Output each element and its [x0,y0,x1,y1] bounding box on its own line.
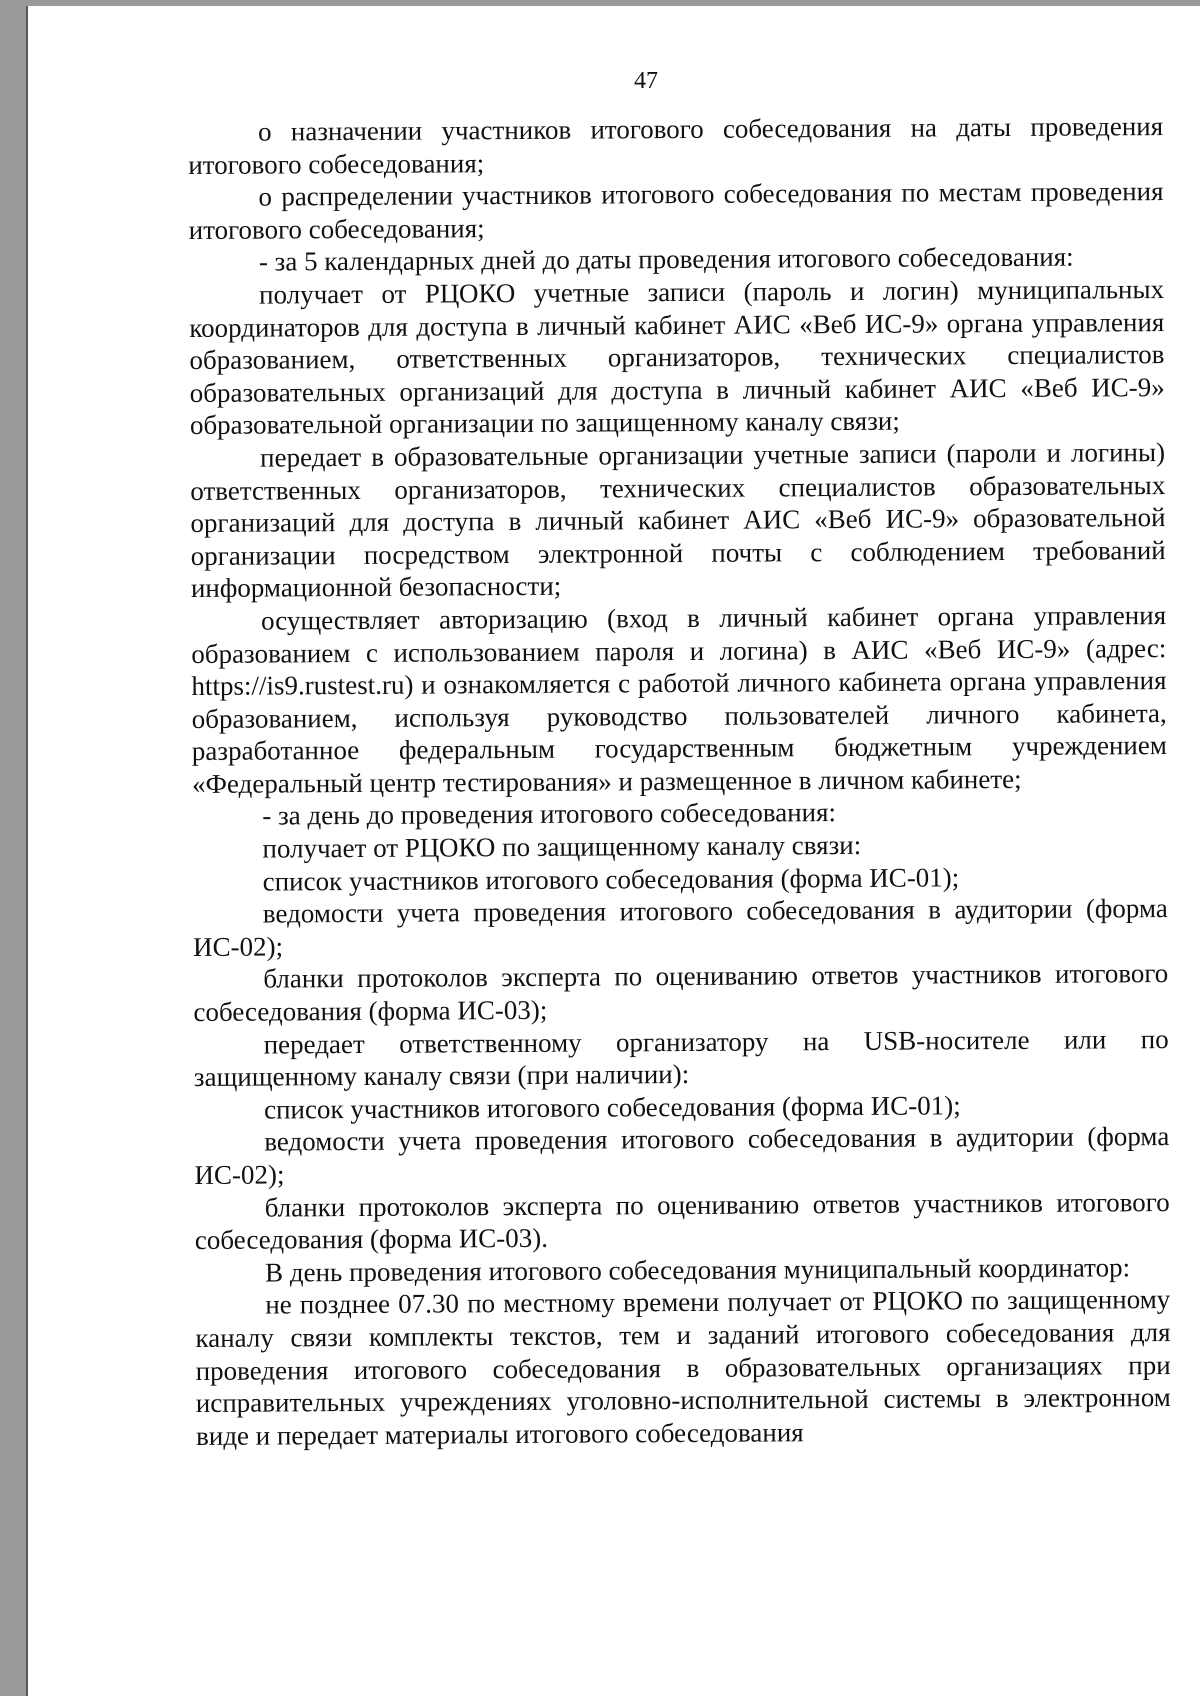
document-page [28,6,1200,1696]
paragraph: бланки протоколов эксперта по оцениванию ответов участников итогового собеседования (форма ИС-03); [193,958,1169,1028]
paragraph: ведомости учета проведения итогового собеседования в аудитории (форма ИС-02); [192,893,1168,962]
paragraph: не позднее 07.30 по местному времени получает от РЦОКО по защищенному каналу связи комплекты текстов, тем и заданий итогового собеседования для проведения итогового собеседования в образовательных организациях при исправительных учреждениях уголовно-исполнительной системы в электронном виде и передает материалы итогового собеседования [195,1284,1171,1451]
paragraph: бланки протоколов эксперта по оцениванию ответов участников итогового собеседования (форма ИС-03). [194,1186,1170,1256]
paragraph: о назначении участников итогового собеседования на даты проведения итогового собеседования; [188,111,1164,180]
paragraph: передает в образовательные организации учетные записи (пароли и логины) ответственных организаторов, технических специалистов образовательных организаций для доступа в личный кабинет АИС «Веб ИС-9» образовательной организации посредством электронной почты с соблюдением требований информационной безопасности; [190,436,1166,604]
page-number: 47 [634,68,658,94]
paragraph: получает от РЦОКО по защищенному каналу связи: [262,829,862,864]
paragraph: - за день до проведения итогового собеседования: [262,797,837,832]
document-body [188,110,1171,1452]
paragraph: передает ответственному организатору на USB-носителе или по защищенному каналу связи (при наличии): [193,1023,1169,1093]
paragraph: о распределении участников итогового собеседования по местам проведения итогового собеседования; [188,176,1164,245]
paragraph: получает от РЦОКО учетные записи (пароль и логин) муниципальных координаторов для доступа в личный кабинет АИС «Веб ИС-9» органа управления образованием, ответственных организаторов, технических специалистов образовательных организаций для доступа в личный кабинет АИС «Веб ИС-9» образовательной организации по защищенному каналу связи; [189,274,1165,441]
paragraph: В день проведения итогового собеседования муниципальный координатор: [264,1252,1131,1288]
paragraph: ведомости учета проведения итогового собеседования в аудитории (форма ИС-02); [194,1121,1170,1190]
paragraph: - за 5 календарных дней до даты проведения итогового собеседования: [258,241,1074,277]
paragraph: список участников итогового собеседования (форма ИС-01); [262,861,960,897]
paragraph: список участников итогового собеседования (форма ИС-01); [263,1090,961,1125]
paragraph: осуществляет авторизацию (вход в личный кабинет органа управления образованием с использованием пароля и логина) в АИС «Веб ИС-9» (адрес: https://is9.rustest.ru) и ознакомляется с работой личного кабинета органа управления образованием, используя руководство пользователей личного кабинета, разработанное федеральным государственным бюджетным учреждением «Федеральный центр тестирования» и размещенное в личном кабинете; [191,599,1167,799]
